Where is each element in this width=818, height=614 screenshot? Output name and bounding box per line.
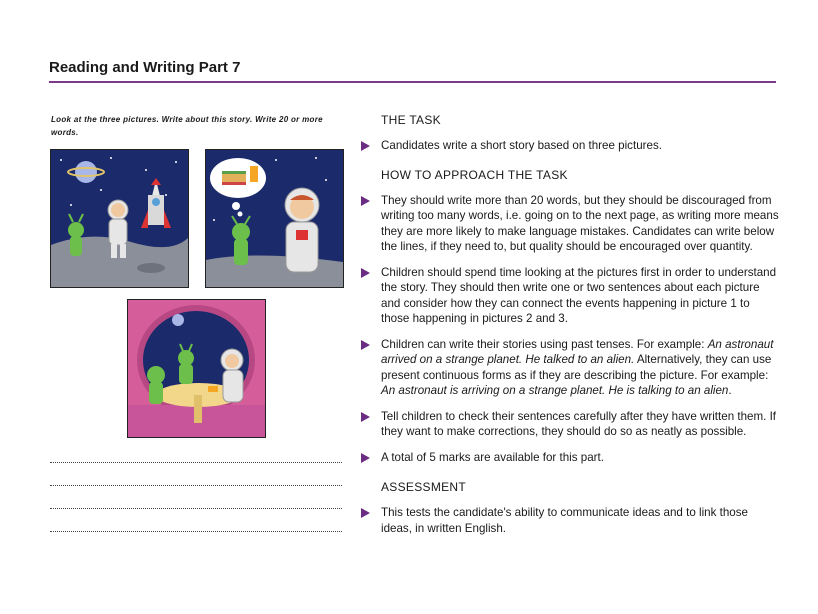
approach-heading: HOW TO APPROACH THE TASK [381,167,568,182]
bullet-text: Tell children to check their sentences carefully after they have written them. If they want to make corrections, they should do so as neatly as possible. [381,409,777,438]
triangle-bullet-icon [361,340,370,350]
approach-bullet [360,450,780,466]
title-divider [49,81,776,83]
bullet-text [381,337,780,399]
writing-line [50,508,342,509]
task-heading: THE TASK [381,113,441,127]
approach-bullet [360,193,780,255]
writing-line [50,485,342,486]
example-present-continuous: An astronaut is arriving on a strange planet. He is talking to an alien [381,384,729,397]
triangle-bullet-icon [361,453,370,463]
bullet-text: Candidates write a short story based on three pictures. [381,139,662,152]
task-instruction: Look at the three pictures. Write about this story. Write 20 or more words. [51,115,323,137]
bullet-text: A total of 5 marks are available for this part. [381,450,604,464]
writing-lines [50,462,342,554]
bullet-text: They should write more than 20 words, but they should be discouraged from writing too many words, i.e. going on to the next page, as writing more means they are more likely to make language mistakes. Candidates can write below the lines, if they need to, but quality should be encouraged over quantity. [381,193,779,253]
alien-and-astronaut-eating-picture [127,299,266,438]
assessment-heading: ASSESSMENT [381,480,467,494]
astronaut-meets-alien-on-planet-picture [50,149,189,288]
writing-line [50,462,342,463]
alien-thinking-of-sandwich-picture [205,149,344,288]
bullet-text-part: Alternatively, they can use present continuous forms as if they are describing the picture. For example: [381,353,772,382]
bullet-text-part: . [728,384,732,397]
guidance-column [360,112,780,536]
triangle-bullet-icon [361,508,370,518]
page-title: Reading and Writing Part 7 [49,59,241,76]
bullet-text: Children should spend time looking at the pictures first in order to understand the story. They should then write one or two sentences about each picture and consider how they can connect the events happening in picture 1 to those happening in pictures 2 and 3. [381,265,777,325]
triangle-bullet-icon [361,268,370,278]
approach-bullet [360,265,780,327]
triangle-bullet-icon [361,196,370,206]
bullet-text: This tests the candidate's ability to communicate ideas and to link those ideas, in written English. [381,506,748,535]
task-bullet [360,138,780,154]
writing-line [50,531,342,532]
triangle-bullet-icon [361,412,370,422]
approach-bullet [360,337,780,399]
assessment-bullet [360,505,780,536]
bullet-text-part: Children can write their stories using past tenses. For example: [381,337,708,351]
triangle-bullet-icon [361,141,370,151]
approach-bullet [360,409,780,440]
example-past-tense: An astronaut arrived on a strange planet. He talked to an alien. [381,337,774,366]
